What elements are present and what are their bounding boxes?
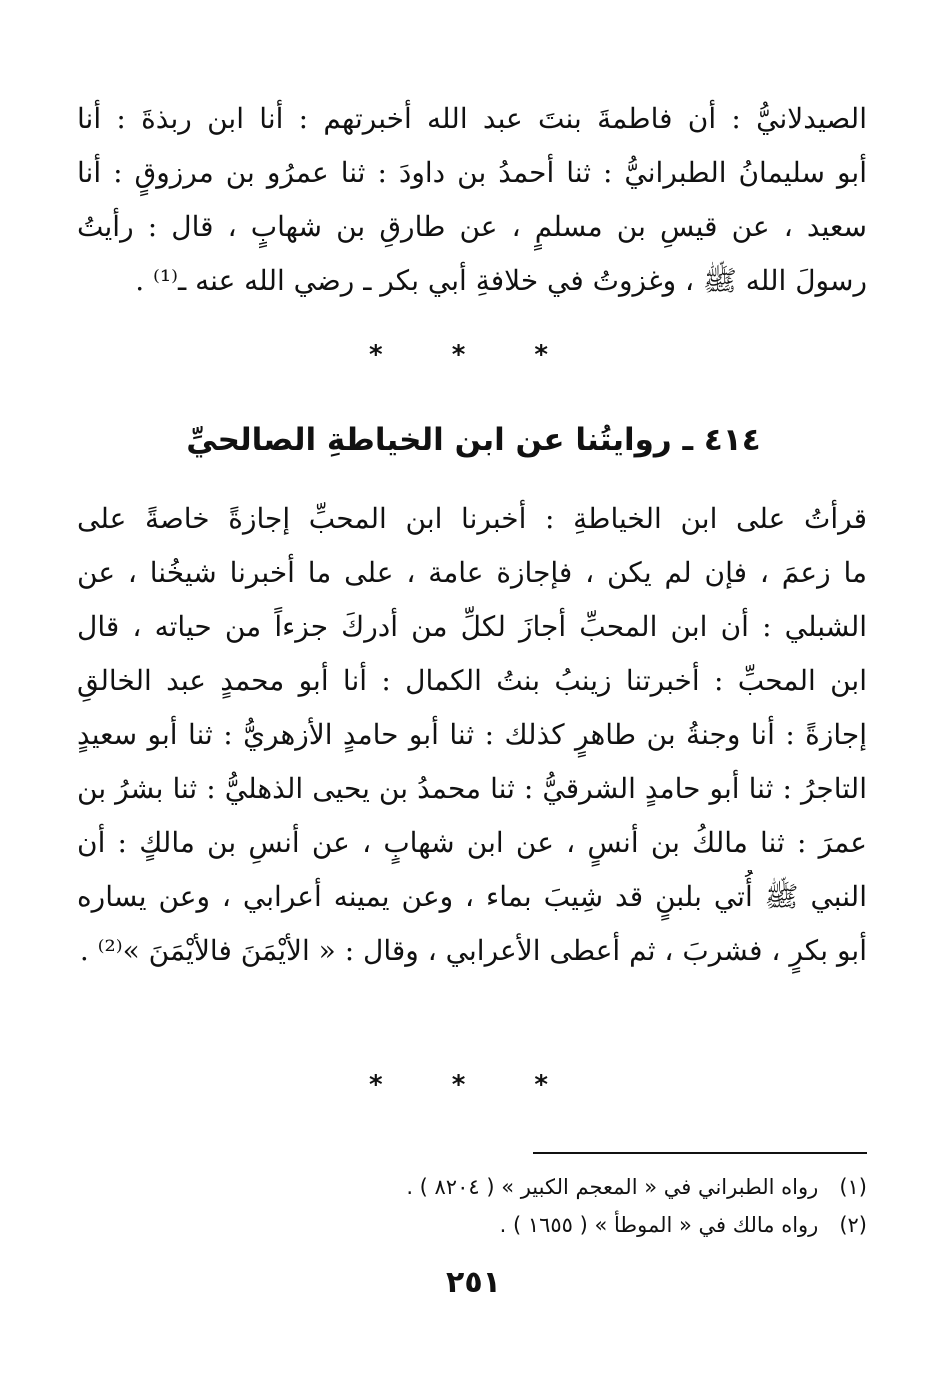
page-number: ٢٥١ [446, 1265, 501, 1300]
text-line: أبو بكرٍ ، فشربَ ، ثم أعطى الأعرابي ، وقال : « الأيْمَنَ فالأيْمَنَ »⁽²⁾ . [79, 934, 867, 967]
text-line: قرأتُ على ابن الخياطةِ : أخبرنا ابن المحبِّ إجازةً خاصةً على [77, 502, 867, 535]
text-line: الصيدلانيُّ : أن فاطمةَ بنتَ عبد الله أخبرتهم : أنا ابن ربذةَ : أنا [77, 102, 867, 135]
text-line: ما زعمَ ، فإن لم يكن ، فإجازة عامة ، على ما أخبرنا شيخُنا ، عن [77, 556, 867, 589]
text-line: عمرَ : ثنا مالكُ بن أنسٍ ، عن ابن شهابٍ ، عن أنسِ بن مالكٍ : أن [77, 826, 867, 859]
body-paragraph-1 [77, 92, 867, 308]
text-line: رسولَ الله ﷺ ، وغزوتُ في خلافةِ أبي بكر ـ رضي الله عنه ـ⁽¹⁾ . [135, 264, 867, 297]
footnote-2 [77, 1206, 867, 1244]
footnote-number: (١) [839, 1175, 867, 1199]
footnote-1 [77, 1168, 867, 1206]
text-line: سعيد ، عن قيسِ بن مسلمٍ ، عن طارقِ بن شهابٍ ، قال : رأيتُ [77, 210, 867, 243]
section-separator: * * * [369, 1070, 578, 1100]
body-paragraph-2 [77, 492, 867, 978]
text-line: الشبلي : أن ابن المحبِّ أجازَ لكلِّ من أدركَ جزءاً من حياته ، قال [77, 610, 867, 643]
text-line: النبي ﷺ أُتي بلبنٍ قد شِيبَ بماء ، وعن يمينه أعرابي ، وعن يساره [77, 880, 867, 913]
footnotes [77, 1168, 867, 1244]
text-line: إجازةً : أنا وجنةُ بن طاهرٍ كذلك : ثنا أبو حامدٍ الأزهريُّ : ثنا أبو سعيدٍ [77, 718, 867, 751]
section-heading: ٤١٤ ـ روايتُنا عن ابن الخياطةِ الصالحيِّ [186, 422, 761, 458]
section-separator: * * * [369, 340, 578, 370]
text-line: ابن المحبِّ : أخبرتنا زينبُ بنتُ الكمال : أنا أبو محمدٍ عبد الخالقِ [77, 664, 867, 697]
text-line: أبو سليمانُ الطبرانيُّ : ثنا أحمدُ بن داودَ : ثنا عمرُو بن مرزوقٍ : أنا [77, 156, 867, 189]
footnote-number: (٢) [839, 1213, 867, 1237]
footnote-text: رواه الطبراني في « المعجم الكبير » ( ٨٢٠٤ ) . [406, 1175, 819, 1199]
footnote-divider [533, 1152, 867, 1154]
text-line: التاجرُ : ثنا أبو حامدٍ الشرقيُّ : ثنا محمدُ بن يحيى الذهليُّ : ثنا بشرُ بن [77, 772, 867, 805]
footnote-text: رواه مالك في « الموطأ » ( ١٦٥٥ ) . [499, 1213, 819, 1237]
